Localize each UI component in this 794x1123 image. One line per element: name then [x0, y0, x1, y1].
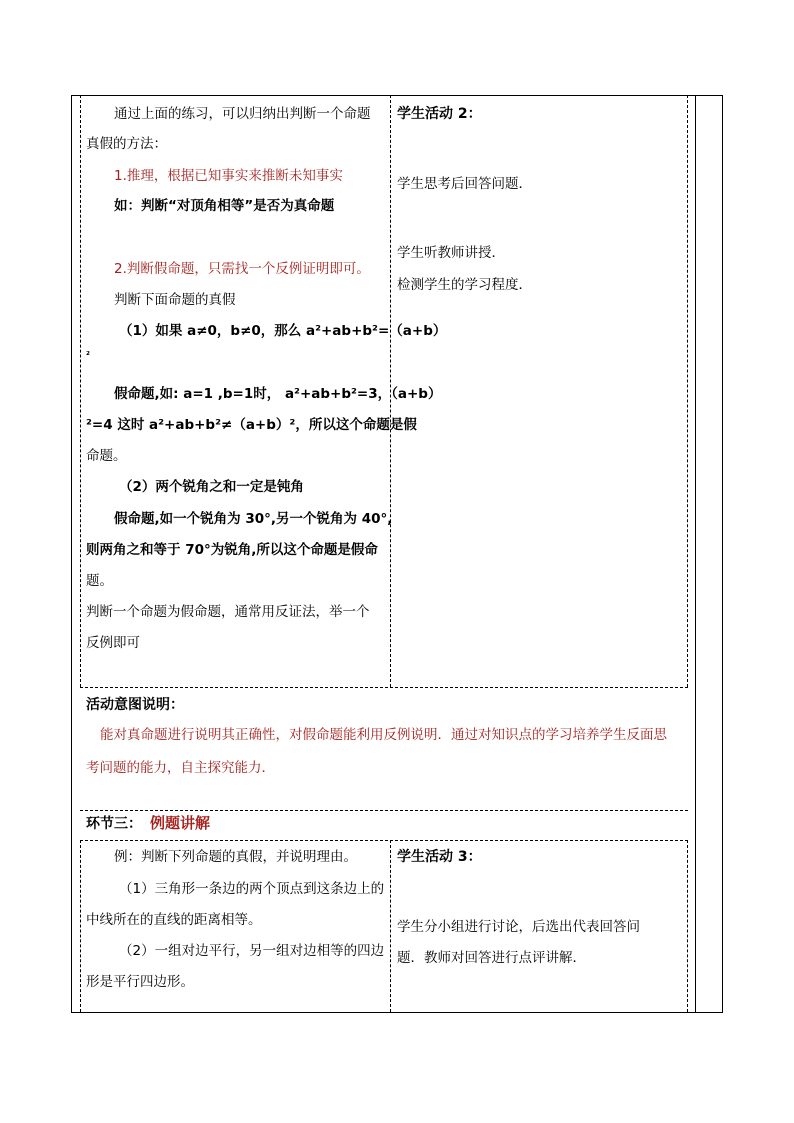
question-1-exponent: ²	[86, 351, 90, 361]
inner-right-border-bottom	[687, 840, 688, 1012]
column-divider-bottom	[390, 840, 391, 1012]
table-right-border	[722, 95, 723, 1013]
example-item-1: 中线所在的直线的距离相等。	[86, 912, 262, 928]
margin-column-divider	[695, 95, 696, 1013]
method-example: 如：判断“对顶角相等”是否为真命题	[114, 198, 335, 214]
example-item-2: 形是平行四边形。	[86, 974, 194, 990]
table-left-border	[71, 95, 72, 1013]
method-inference: 1.推理，根据已知事实来推断未知事实	[114, 168, 343, 184]
answer-1: 假命题,如: a=1 ,b=1时， a²+ab+b²=3，（a+b）	[114, 386, 442, 402]
activity-2-text: 检测学生的学习程度．	[397, 277, 532, 293]
activity-2-text: 学生听教师讲授．	[397, 245, 505, 261]
intent-text: 考问题的能力，自主探究能力．	[86, 760, 275, 776]
answer-2: 题。	[86, 573, 113, 589]
question-2: （2）两个锐角之和一定是钝角	[119, 479, 304, 495]
section-label: 环节三：	[86, 816, 142, 832]
answer-1: 命题。	[86, 448, 127, 464]
activity-2-title: 学生活动 2：	[397, 106, 482, 122]
row-divider-section3-top	[80, 810, 688, 811]
answer-2: 则两角之和等于 70°为锐角,所以这个命题是假命	[86, 542, 378, 558]
activity-3-text: 题．教师对回答进行点评讲解．	[397, 950, 586, 966]
answer-1: ²=4 这时 a²+ab+b²≠（a+b）²，所以这个命题是假	[86, 417, 417, 433]
summary-text: 反例即可	[86, 635, 140, 651]
inner-right-border-top	[687, 95, 688, 687]
summary-text: 判断一个命题为假命题，通常用反证法，举一个	[86, 604, 370, 620]
activity-3-title: 学生活动 3：	[397, 849, 482, 865]
example-item-1: （1）三角形一条边的两个顶点到这条边上的	[119, 881, 385, 897]
intro-text: 真假的方法：	[86, 136, 167, 152]
inner-left-border-top	[80, 95, 81, 687]
example-prompt: 例：判断下列命题的真假，并说明理由。	[114, 849, 357, 865]
intent-title: 活动意图说明：	[86, 697, 184, 713]
table-top-border	[71, 95, 723, 96]
section-title: 例题讲解	[150, 814, 211, 832]
method-counterexample: 2.判断假命题，只需找一个反例证明即可。	[114, 261, 370, 277]
task-instruction: 判断下面命题的真假	[114, 292, 236, 308]
row-divider-section3-bottom	[80, 840, 688, 841]
intent-text: 能对真命题进行说明其正确性，对假命题能利用反例说明．通过对知识点的学习培养学生反面思	[100, 727, 667, 743]
answer-2: 假命题,如一个锐角为 30°,另一个锐角为 40°,	[114, 511, 393, 527]
example-item-2: （2）一组对边平行，另一组对边相等的四边	[119, 943, 385, 959]
question-1: （1）如果 a≠0，b≠0，那么 a²+ab+b²=（a+b）	[119, 323, 447, 339]
activity-3-text: 学生分小组进行讨论，后选出代表回答问	[397, 919, 640, 935]
activity-2-text: 学生思考后回答问题．	[397, 176, 532, 192]
inner-left-border-bottom	[80, 840, 81, 1012]
row-divider-intent	[80, 687, 688, 688]
intro-text: 通过上面的练习，可以归纳出判断一个命题	[114, 106, 371, 122]
table-bottom-border	[71, 1012, 723, 1013]
